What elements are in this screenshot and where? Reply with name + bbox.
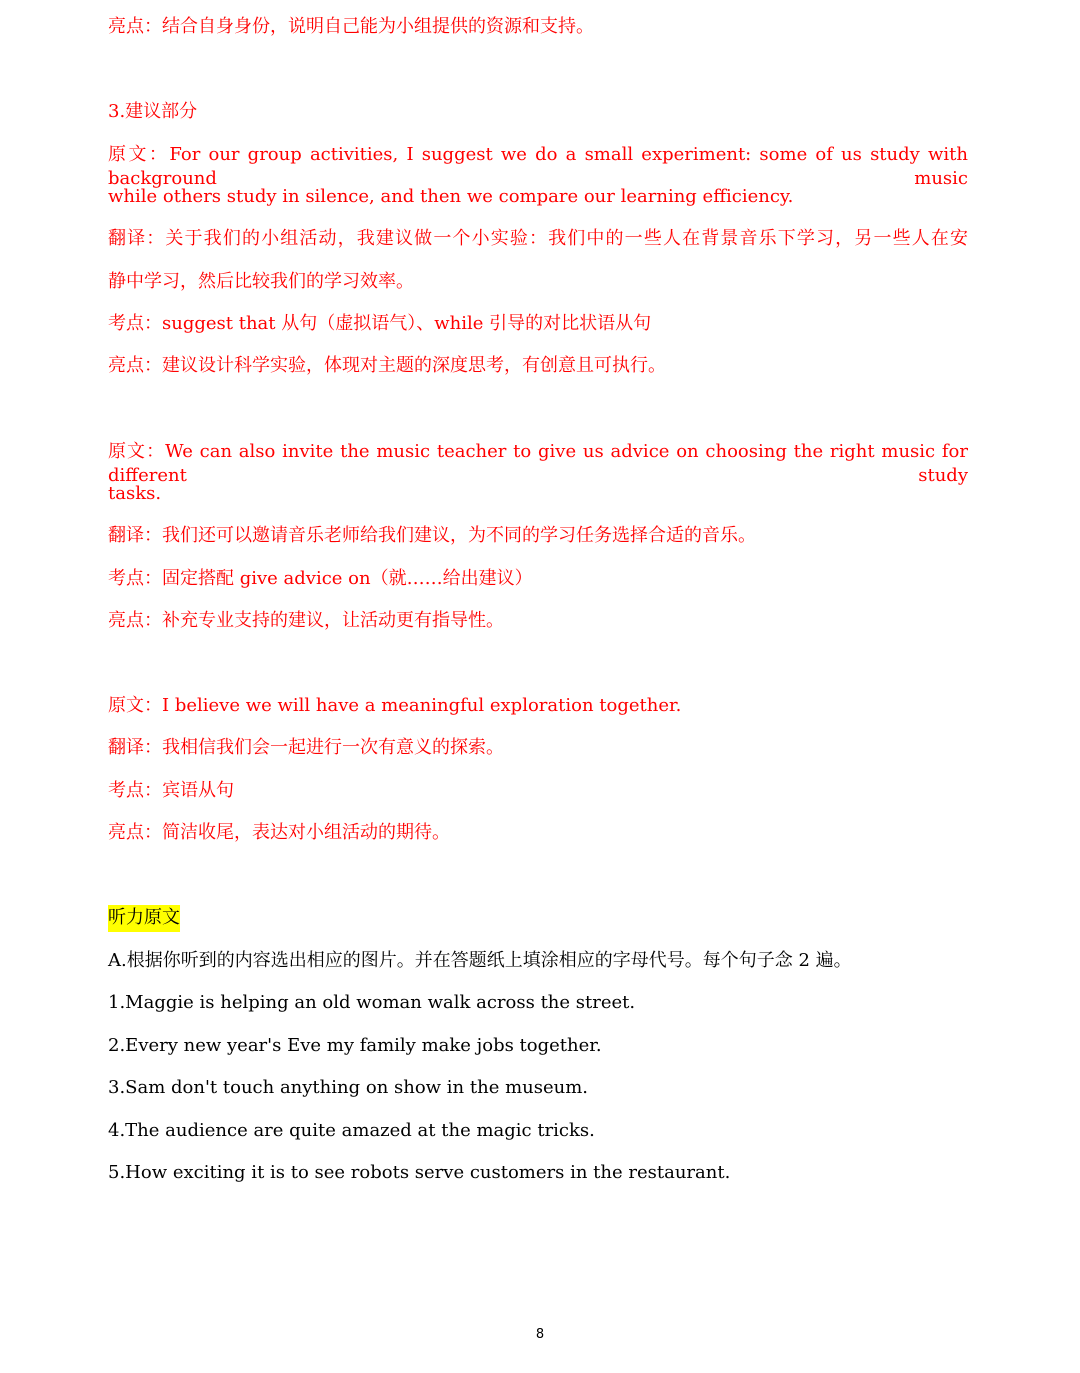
- block1-highlight: 亮点：建议设计科学实验，体现对主题的深度思考，有创意且可执行。: [108, 355, 666, 376]
- listening-item-3: 3.Sam don't touch anything on show in the museum.: [108, 1077, 589, 1098]
- block3-highlight: 亮点：简洁收尾，表达对小组活动的期待。: [108, 822, 450, 843]
- block3-point: 考点：宾语从句: [108, 780, 234, 801]
- listening-item-2: 2.Every new year's Eve my family make jobs together.: [108, 1035, 602, 1056]
- block1-translation-line2: 静中学习，然后比较我们的学习效率。: [108, 271, 414, 292]
- block1-original-line1: 原文：For our group activities, I suggest we do a small experiment: some of us study with background music: [108, 144, 968, 189]
- listening-title-line: [108, 906, 968, 930]
- block1-point: 考点：suggest that 从句（虚拟语气）、while 引导的对比状语从句: [108, 313, 652, 334]
- section3-heading: 3.建议部分: [108, 101, 198, 122]
- block1-translation-line1: 翻译：关于我们的小组活动，我建议做一个小实验：我们中的一些人在背景音乐下学习，另一些人在安: [108, 228, 968, 249]
- listening-item-4: 4.The audience are quite amazed at the magic tricks.: [108, 1120, 595, 1141]
- block2-original-line1: 原文：We can also invite the music teacher to give us advice on choosing the right music for different study: [108, 441, 968, 486]
- block2-translation: 翻译：我们还可以邀请音乐老师给我们建议，为不同的学习任务选择合适的音乐。: [108, 525, 756, 546]
- block2-original-line2: tasks.: [108, 483, 162, 504]
- listening-item-5: 5.How exciting it is to see robots serve customers in the restaurant.: [108, 1162, 731, 1183]
- page-number: 8: [535, 1327, 545, 1342]
- listening-title: 听力原文: [108, 905, 180, 932]
- block3-original: 原文：I believe we will have a meaningful exploration together.: [108, 695, 682, 716]
- block1-original-line2: while others study in silence, and then we compare our learning efficiency.: [108, 186, 794, 207]
- section2-highlight: 亮点：结合自身身份，说明自己能为小组提供的资源和支持。: [108, 16, 594, 37]
- listening-item-1: 1.Maggie is helping an old woman walk across the street.: [108, 992, 636, 1013]
- block2-point: 考点：固定搭配 give advice on（就……给出建议）: [108, 568, 533, 589]
- listening-instruction: A.根据你听到的内容选出相应的图片。并在答题纸上填涂相应的字母代号。每个句子念 2 遍。: [108, 950, 852, 971]
- block2-highlight: 亮点：补充专业支持的建议，让活动更有指导性。: [108, 610, 504, 631]
- block3-translation: 翻译：我相信我们会一起进行一次有意义的探索。: [108, 737, 504, 758]
